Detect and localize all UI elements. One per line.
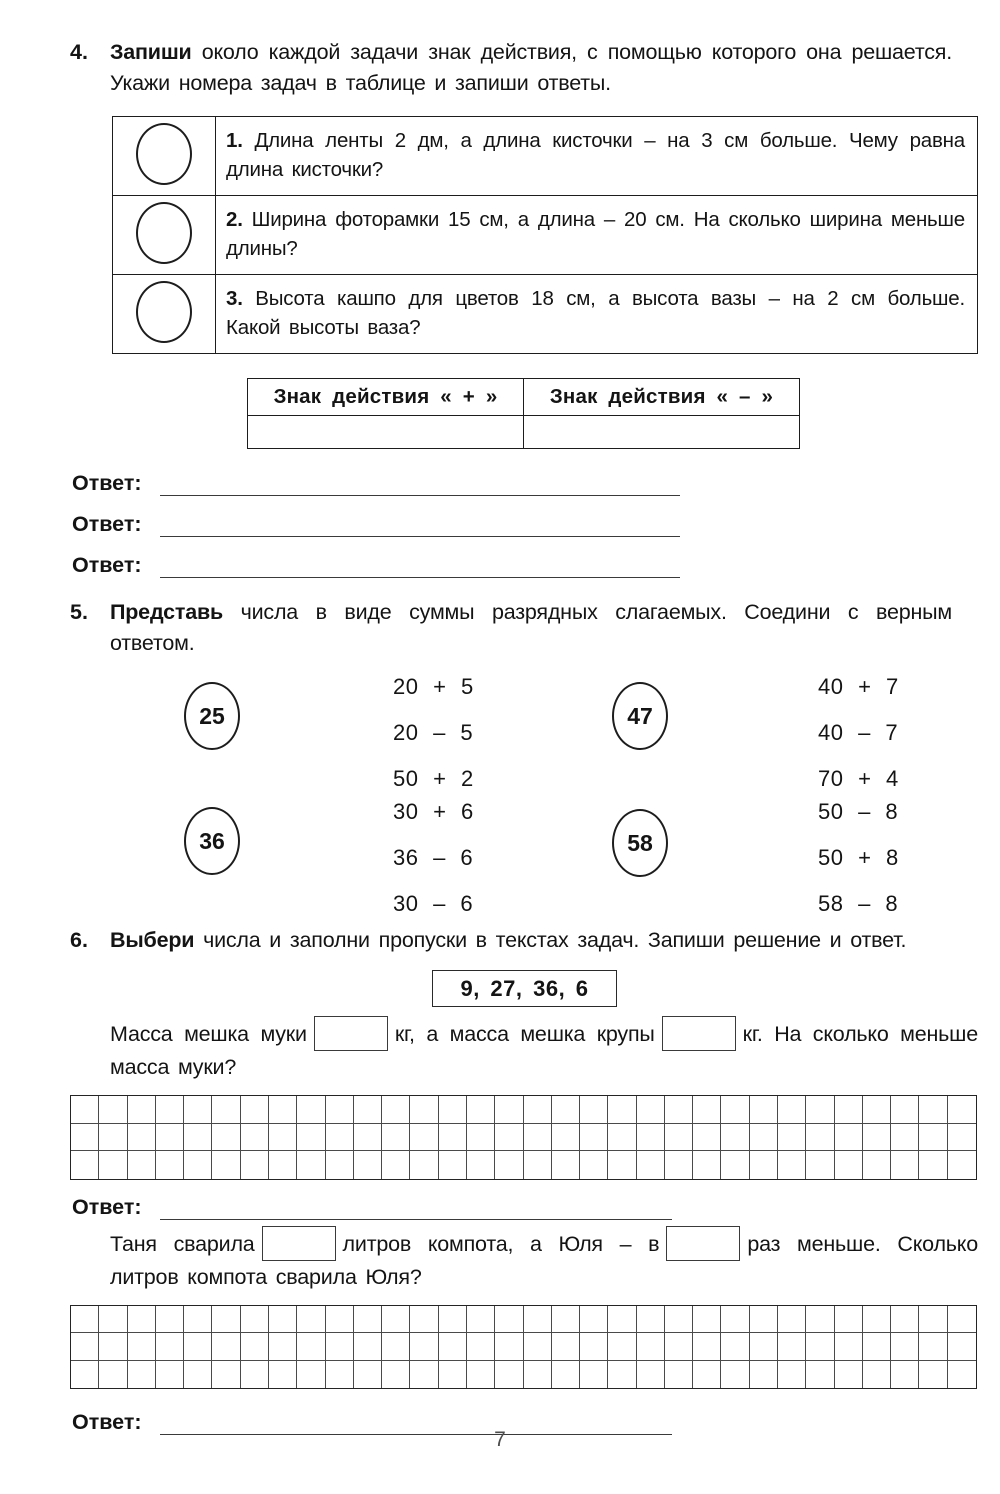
option: 40 – 7: [818, 720, 899, 745]
option: 40 + 7: [818, 674, 899, 699]
task6-problem2: [110, 1226, 978, 1294]
answer-label: Ответ:: [72, 1410, 142, 1434]
problem2-part1: Таня сварила: [110, 1231, 255, 1256]
sign-table-header-minus: Знак действия « – »: [524, 379, 800, 416]
option: 70 + 4: [818, 766, 899, 791]
problem-text: Высота кашпо для цветов 18 см, а высота вазы – на 2 см больше. Какой высоты ваза?: [226, 287, 965, 339]
option: 58 – 8: [818, 891, 899, 916]
problem1-part3: кг. На сколько меньше масса муки?: [110, 1022, 978, 1079]
blank-box: [662, 1016, 736, 1051]
table-row: [113, 275, 978, 354]
number-circle-47: 47: [612, 682, 668, 750]
task6-header: [70, 925, 952, 956]
option: 36 – 6: [393, 845, 474, 870]
page-number: 7: [494, 1428, 506, 1451]
table-row: [248, 379, 800, 416]
answer-underline: [160, 555, 680, 578]
task4-instruction-text: около каждой задачи знак действия, с помощью которого она решается. Укажи номера задач в таблице и запиши ответы.: [110, 40, 952, 95]
task6-problem1: [110, 1016, 978, 1084]
number-circle-36: 36: [184, 807, 240, 875]
task5-instruction: [110, 597, 952, 659]
option: 30 – 6: [393, 891, 474, 916]
answer-line: [72, 470, 1000, 496]
options-for-47: [818, 664, 899, 802]
options-for-25: [393, 664, 474, 802]
problem1-part2: кг, а масса мешка крупы: [394, 1022, 655, 1046]
sign-circle-cell: [113, 117, 216, 196]
problem-cell: [216, 117, 978, 196]
task5-number: 5.: [70, 600, 88, 624]
task4-header: [70, 37, 952, 99]
problem-number: 3.: [226, 287, 243, 310]
number-circle-25: 25: [184, 682, 240, 750]
answer-line: [72, 552, 1000, 578]
option: 50 + 2: [393, 766, 474, 791]
answer-label: Ответ:: [72, 1194, 142, 1219]
problem-text: Ширина фоторамки 15 см, а длина – 20 см. На сколько ширина меньше длины?: [226, 208, 965, 260]
answer-circle: [136, 281, 192, 343]
blank-box: [262, 1226, 336, 1261]
problem-text: Длина ленты 2 дм, а длина кисточки – на 3 см больше. Чему равна длина кисточки?: [226, 129, 965, 181]
answer-underline: [160, 514, 680, 537]
problem-cell: [216, 275, 978, 354]
task4-number: 4.: [70, 40, 88, 64]
answer-circle: [136, 123, 192, 185]
number-circle-58: 58: [612, 809, 668, 877]
sign-table: [247, 378, 800, 449]
sign-table-empty-cell: [248, 416, 524, 449]
option: 50 – 8: [818, 799, 899, 824]
task6-number: 6.: [70, 928, 88, 952]
answer-underline: [160, 473, 680, 496]
option: 20 – 5: [393, 720, 474, 745]
answer-label: Ответ:: [72, 553, 142, 577]
problem-number: 1.: [226, 129, 243, 152]
sign-circle-cell: [113, 275, 216, 354]
problem2-part3: раз меньше. Сколько литров компота сварила Юля?: [110, 1231, 978, 1289]
answer-circle: [136, 202, 192, 264]
options-for-36: [393, 789, 474, 927]
sign-circle-cell: [113, 196, 216, 275]
task4-problems-table: [112, 116, 978, 354]
problem-number: 2.: [226, 208, 243, 231]
writing-grid: [70, 1095, 977, 1180]
option: 50 + 8: [818, 845, 899, 870]
sign-table-empty-cell: [524, 416, 800, 449]
sign-table-header-plus: Знак действия « + »: [248, 379, 524, 416]
blank-box: [666, 1226, 740, 1261]
option: 20 + 5: [393, 674, 474, 699]
task6-instruction-text: числа и заполни пропуски в текстах задач. Запиши решение и ответ.: [203, 928, 907, 952]
answer-underline: [160, 1197, 672, 1220]
task4-keyword: Запиши: [110, 40, 192, 64]
answer-line: [72, 511, 1000, 537]
writing-grid: [70, 1305, 977, 1390]
answer-label: Ответ:: [72, 512, 142, 536]
problem1-part1: Масса мешка муки: [110, 1022, 307, 1046]
problem-cell: [216, 196, 978, 275]
blank-box: [314, 1016, 388, 1051]
task6-instruction: [110, 925, 952, 956]
task6-keyword: Выбери: [110, 928, 195, 952]
table-row: [113, 117, 978, 196]
task5-header: [70, 597, 952, 659]
table-row: [248, 416, 800, 449]
task5-matching-area: [0, 664, 1000, 916]
task4-instruction: [110, 37, 952, 99]
option: 30 + 6: [393, 799, 474, 824]
table-row: [113, 196, 978, 275]
numbers-choice-box: 9, 27, 36, 6: [432, 970, 617, 1007]
task5-keyword: Представь: [110, 600, 223, 624]
options-for-58: [818, 789, 899, 927]
answer-label: Ответ:: [72, 471, 142, 495]
answer-line: [72, 1194, 1000, 1220]
problem2-part2: литров компота, а Юля – в: [342, 1231, 660, 1256]
task5-instruction-text: числа в виде суммы разрядных слагаемых. Соедини с верным ответом.: [110, 600, 952, 655]
